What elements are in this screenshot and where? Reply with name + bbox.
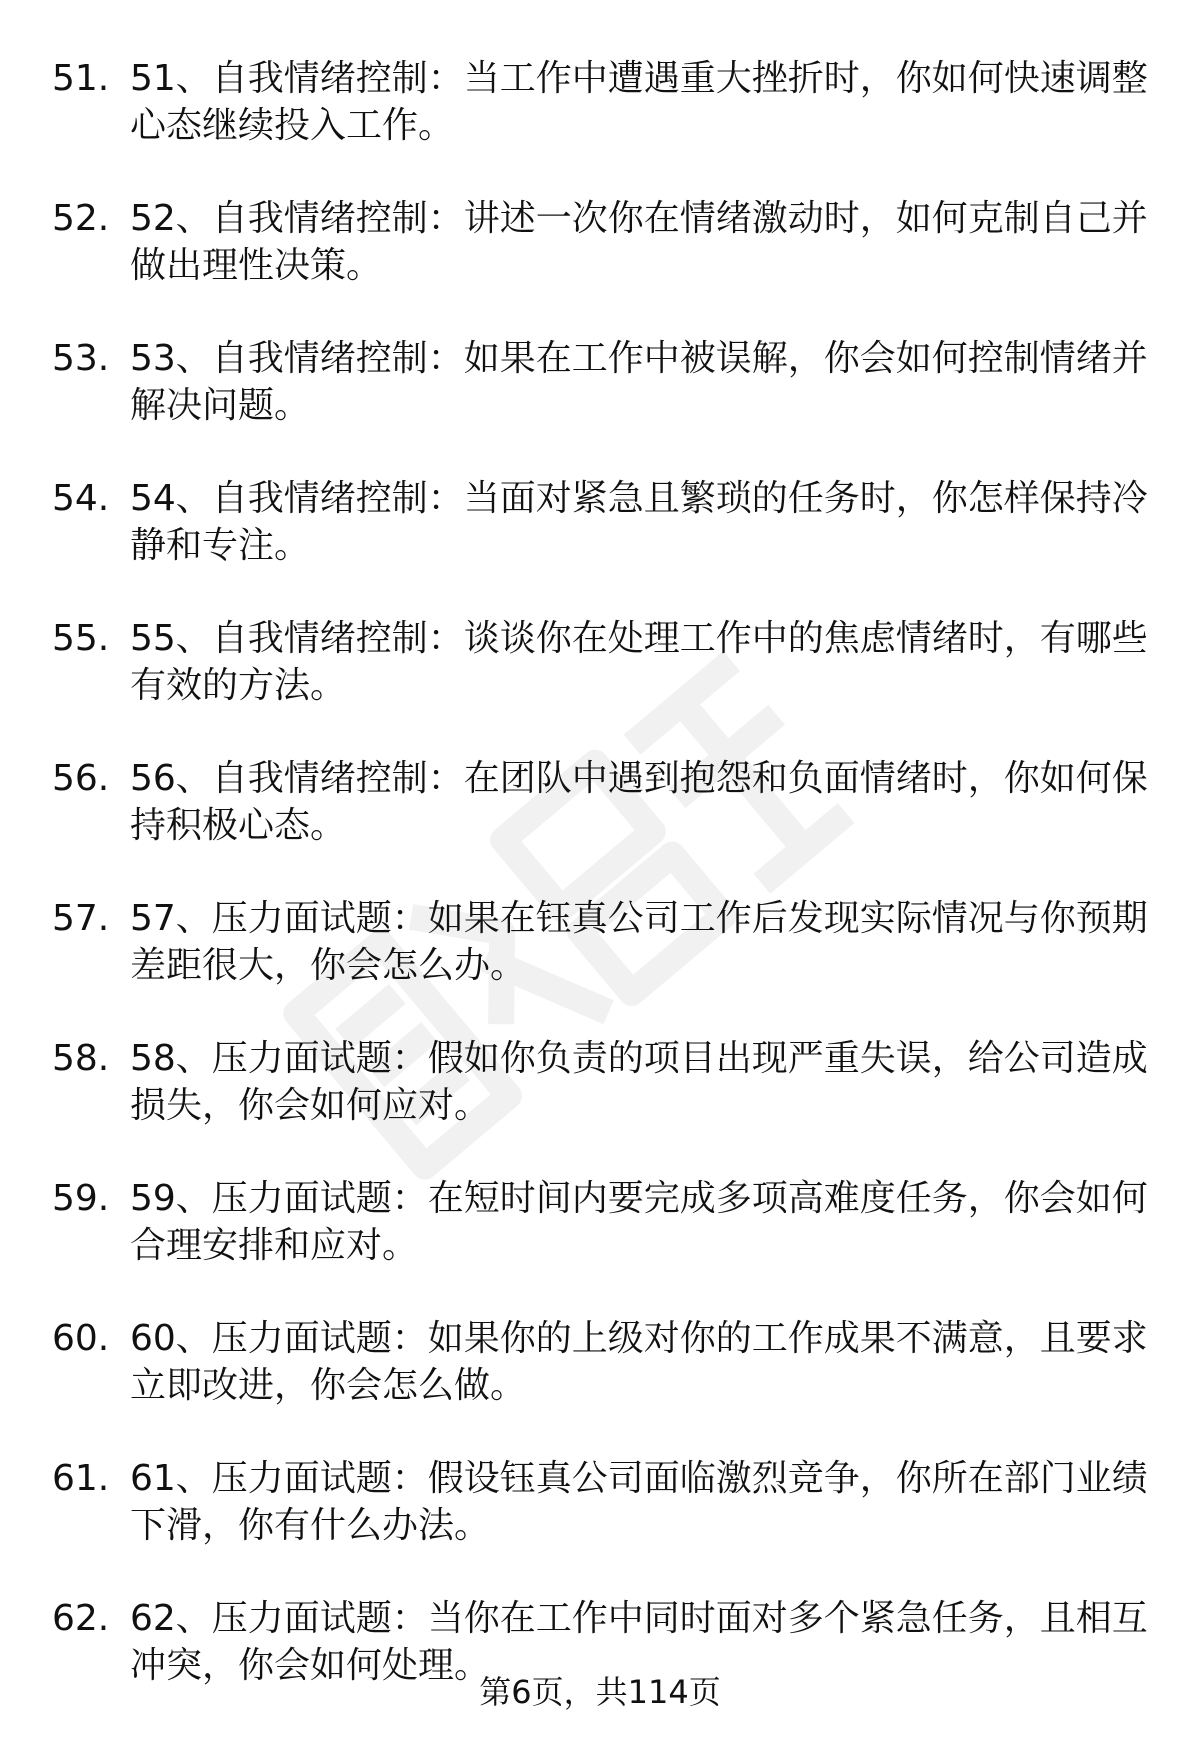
question-text: 54、自我情绪控制：当面对紧急且繁琐的任务时，你怎样保持冷静和专注。 — [130, 478, 1148, 566]
question-number: 61. — [52, 1458, 110, 1499]
question-item-59 — [52, 1175, 1152, 1269]
question-number: 58. — [52, 1038, 110, 1079]
question-text: 56、自我情绪控制：在团队中遇到抱怨和负面情绪时，你如何保持积极心态。 — [130, 758, 1148, 846]
question-item-61 — [52, 1455, 1152, 1549]
question-item-52 — [52, 195, 1152, 289]
question-number: 56. — [52, 758, 110, 799]
question-item-55 — [52, 615, 1152, 709]
question-text: 62、压力面试题：当你在工作中同时面对多个紧急任务，且相互冲突，你会如何处理。 — [130, 1598, 1148, 1686]
question-text: 52、自我情绪控制：讲述一次你在情绪激动时，如何克制自己并做出理性决策。 — [130, 198, 1148, 286]
question-number: 52. — [52, 198, 110, 239]
question-item-51 — [52, 55, 1152, 149]
question-text: 53、自我情绪控制：如果在工作中被误解，你会如何控制情绪并解决问题。 — [130, 338, 1148, 426]
question-number: 54. — [52, 478, 110, 519]
page-footer — [0, 1672, 1200, 1712]
question-text: 59、压力面试题：在短时间内要完成多项高难度任务，你会如何合理安排和应对。 — [130, 1178, 1148, 1266]
question-text: 51、自我情绪控制：当工作中遭遇重大挫折时，你如何快速调整心态继续投入工作。 — [130, 58, 1148, 146]
question-text: 58、压力面试题：假如你负责的项目出现严重失误，给公司造成损失，你会如何应对。 — [130, 1038, 1148, 1126]
question-number: 55. — [52, 618, 110, 659]
question-item-56 — [52, 755, 1152, 849]
question-text: 57、压力面试题：如果在钰真公司工作后发现实际情况与你预期差距很大，你会怎么办。 — [130, 898, 1148, 986]
question-item-60 — [52, 1315, 1152, 1409]
question-text: 60、压力面试题：如果你的上级对你的工作成果不满意，且要求立即改进，你会怎么做。 — [130, 1318, 1148, 1406]
question-number: 57. — [52, 898, 110, 939]
question-number: 62. — [52, 1598, 110, 1639]
question-item-54 — [52, 475, 1152, 569]
question-number: 59. — [52, 1178, 110, 1219]
question-text: 61、压力面试题：假设钰真公司面临激烈竞争，你所在部门业绩下滑，你有什么办法。 — [130, 1458, 1148, 1546]
question-text: 55、自我情绪控制：谈谈你在处理工作中的焦虑情绪时，有哪些有效的方法。 — [130, 618, 1148, 706]
question-item-57 — [52, 895, 1152, 989]
question-item-53 — [52, 335, 1152, 429]
page-number-label: 第6页，共114页 — [479, 1673, 721, 1711]
question-number: 53. — [52, 338, 110, 379]
question-list — [52, 55, 1152, 1735]
question-number: 60. — [52, 1318, 110, 1359]
question-number: 51. — [52, 58, 110, 99]
question-item-58 — [52, 1035, 1152, 1129]
